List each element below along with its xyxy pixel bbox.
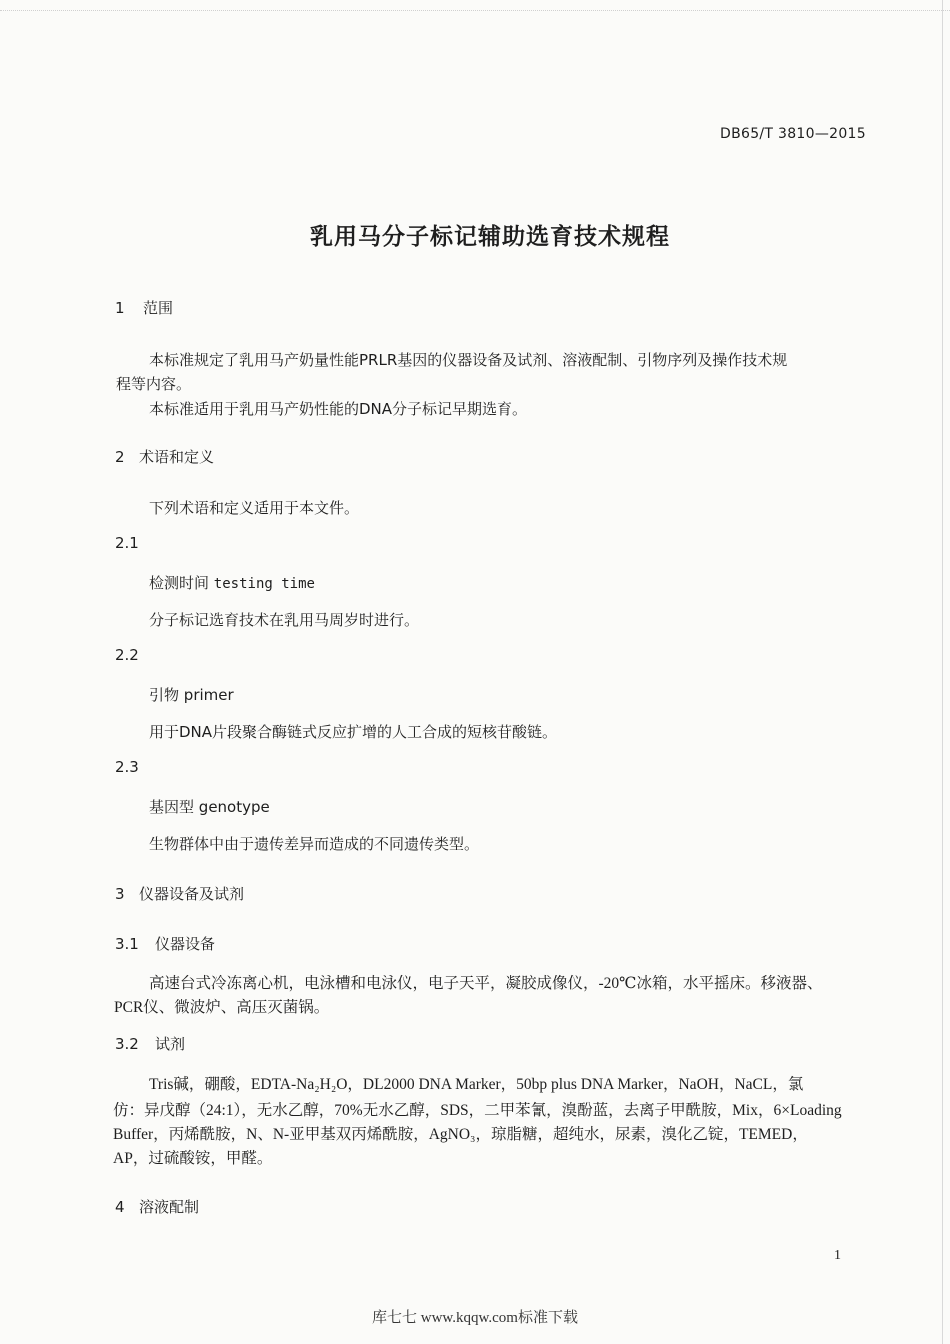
section-title: 仪器设备 [155,935,216,953]
term-zh: 引物 [149,686,180,704]
paragraph-line: Buffer，丙烯酰胺，N、N-亚甲基双丙烯酰胺，AgNO₃，琼脂糖，超纯水，尿素，溴化乙锭，TEMED， [113,1126,808,1143]
section-title: 范围 [143,299,174,317]
scan-right-edge [942,0,943,1344]
term-entry [149,796,270,817]
subsection-number: 2.2 [115,646,139,664]
document-title: 乳用马分子标记辅助选育技术规程 [310,224,670,250]
term-zh: 基因型 [149,798,195,816]
standard-code: DB65/T 3810—2015 [720,126,866,142]
section-number: 3.1 [115,935,139,953]
subsection-number: 2.3 [115,758,139,776]
section-3-heading [115,883,244,904]
paragraph-line: AP，过硫酸铵，甲醛。 [113,1150,273,1167]
term-definition: 用于DNA片段聚合酶链式反应扩增的人工合成的短核苷酸链。 [149,723,558,741]
section-title: 术语和定义 [139,448,215,466]
section-number: 3 [115,885,125,903]
paragraph-line: 本标准规定了乳用马产奶量性能PRLR基因的仪器设备及试剂、溶液配制、引物序列及操作技术规 [149,351,788,369]
term-entry [149,572,315,593]
section-1-heading [115,297,173,318]
subsection-3-2-heading [115,1033,185,1054]
paragraph-line: PCR仪、微波炉、高压灭菌锅。 [114,999,330,1016]
subsection-number: 2.1 [115,534,139,552]
footer-watermark: 库七七 www.kqqw.com标准下载 [372,1310,578,1326]
term-en: testing time [213,576,315,592]
section-4-heading [115,1196,199,1217]
term-en: primer [183,686,234,704]
term-entry [149,684,234,705]
section-number: 2 [115,448,125,466]
paragraph-line: Tris碱，硼酸，EDTA-Na₂H₂O，DL2000 DNA Marker，50bp plus DNA Marker，NaOH，NaCL，氯 [149,1076,804,1093]
paragraph-line: 本标准适用于乳用马产奶性能的DNA分子标记早期选育。 [149,400,528,418]
paragraph-line: 高速台式冷冻离心机，电泳槽和电泳仪，电子天平，凝胶成像仪，-20℃冰箱，水平摇床。移液器、 [149,975,823,992]
scan-edge-marks [0,0,950,11]
section-number: 3.2 [115,1035,139,1053]
section-number: 1 [115,299,125,317]
paragraph-line: 程等内容。 [116,375,192,393]
term-definition: 分子标记选育技术在乳用马周岁时进行。 [149,611,420,629]
section-title: 仪器设备及试剂 [139,885,245,903]
section-title: 溶液配制 [139,1198,200,1216]
section-number: 4 [115,1198,125,1216]
paragraph-line: 下列术语和定义适用于本文件。 [149,499,360,517]
subsection-3-1-heading [115,933,215,954]
term-zh: 检测时间 [149,574,210,592]
term-definition: 生物群体中由于遗传差异而造成的不同遗传类型。 [149,835,480,853]
page-number: 1 [834,1248,841,1263]
section-2-heading [115,446,214,467]
paragraph-line: 仿：异戊醇（24:1），无水乙醇，70%无水乙醇，SDS，二甲苯氰，溴酚蓝，去离子甲酰胺，Mix，6×Loading [113,1102,842,1119]
term-en: genotype [198,798,270,816]
section-title: 试剂 [155,1035,186,1053]
